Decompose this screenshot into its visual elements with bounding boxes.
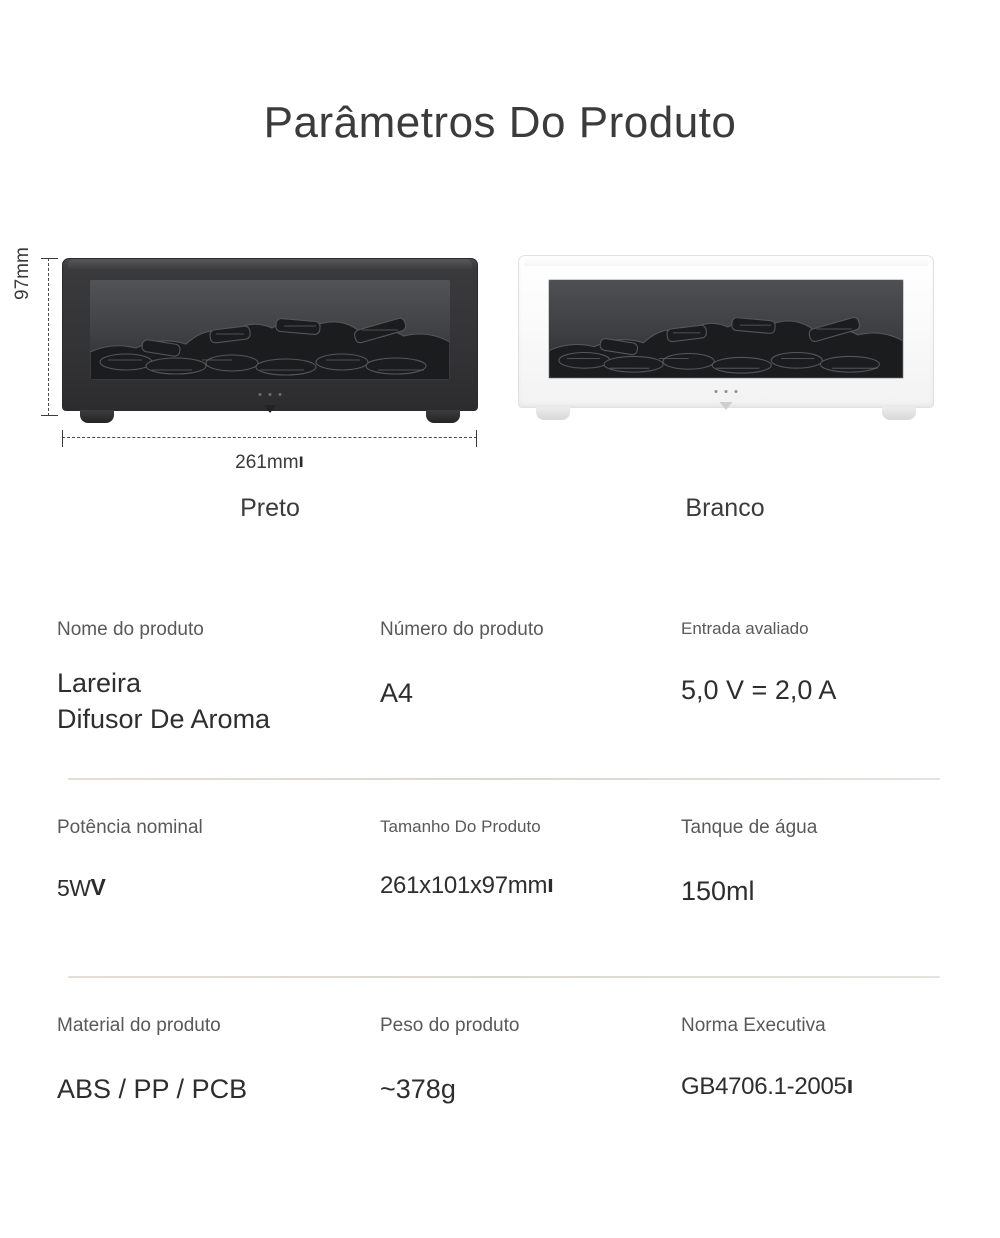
spec-cell-material [57,1014,367,1107]
spec-value: ~378g [380,1073,456,1104]
spec-label: Entrada avaliado [681,619,809,638]
spec-value-text: 261x101x97mm [380,872,548,900]
spec-value-line-2: Difusor De Aroma [57,704,271,735]
spec-row-3 [0,1014,1000,1164]
spec-value [57,665,367,738]
spec-value: A4 [380,677,414,708]
spec-value-text: 5W [57,874,91,901]
spec-label: Tanque de água [681,817,818,838]
dimension-line-height [48,258,50,416]
spec-label: Material do produto [57,1015,221,1036]
spec-label: Potência nominal [57,817,203,838]
flame-screen-black [90,280,450,380]
variant-caption-preto: Preto [240,494,300,522]
flame-screen-white [548,279,904,379]
vent-white [720,397,733,405]
spec-value: 150ml [681,875,755,906]
spec-label: Peso do produto [380,1015,520,1036]
product-image-preto [62,258,478,418]
spec-value-text: GB4706.1-2005 [681,1072,847,1100]
spec-row-2 [0,816,1000,1014]
vent-black [264,400,277,408]
product-image-branco [518,255,934,415]
dimension-label-width [62,452,477,474]
spec-value [681,1071,981,1103]
indicator-dots-white [715,390,738,393]
row-divider [68,976,940,978]
top-bevel-black [68,259,472,269]
spec-value: ABS / PP / PCB [57,1073,248,1104]
spec-value [380,870,670,902]
top-bevel-white [524,256,928,266]
spec-label: Nome do produto [57,619,204,640]
spec-cell-rated-power [57,816,367,904]
spec-value-line-1: Lareira [57,667,142,698]
foot-right-white [882,407,916,420]
spec-value-suffix: ı [547,871,554,899]
foot-right-black [426,410,460,423]
spec-value [57,873,367,904]
spec-label: Norma Executiva [681,1015,826,1036]
spec-value: 5,0 V = 2,0 A [681,675,837,706]
dimension-width-text: 261mm [235,452,299,473]
specs-table [0,618,1000,1164]
spec-label: Tamanho Do Produto [380,817,541,836]
spec-cell-product-size [380,816,670,902]
dimension-line-width [62,437,477,438]
spec-cell-weight [380,1014,670,1107]
spec-cell-product-name [57,618,367,738]
variant-caption-branco: Branco [685,494,765,522]
page-title: Parâmetros Do Produto [263,98,737,147]
dimension-width-tick: ı [298,451,304,472]
spec-cell-rated-input [681,618,981,709]
spec-cell-product-number [380,618,670,711]
spec-cell-water-tank [681,816,981,909]
dimension-label-height: 97mm [12,247,33,300]
spec-cell-standard [681,1014,981,1103]
spec-value-suffix: ı [846,1071,853,1099]
spec-row-1 [0,618,1000,816]
indicator-dots-black [259,393,282,396]
foot-left-black [80,410,114,423]
foot-left-white [536,407,570,420]
row-divider [68,778,940,780]
spec-value-suffix: V [90,873,106,900]
spec-label: Número do produto [380,619,544,640]
